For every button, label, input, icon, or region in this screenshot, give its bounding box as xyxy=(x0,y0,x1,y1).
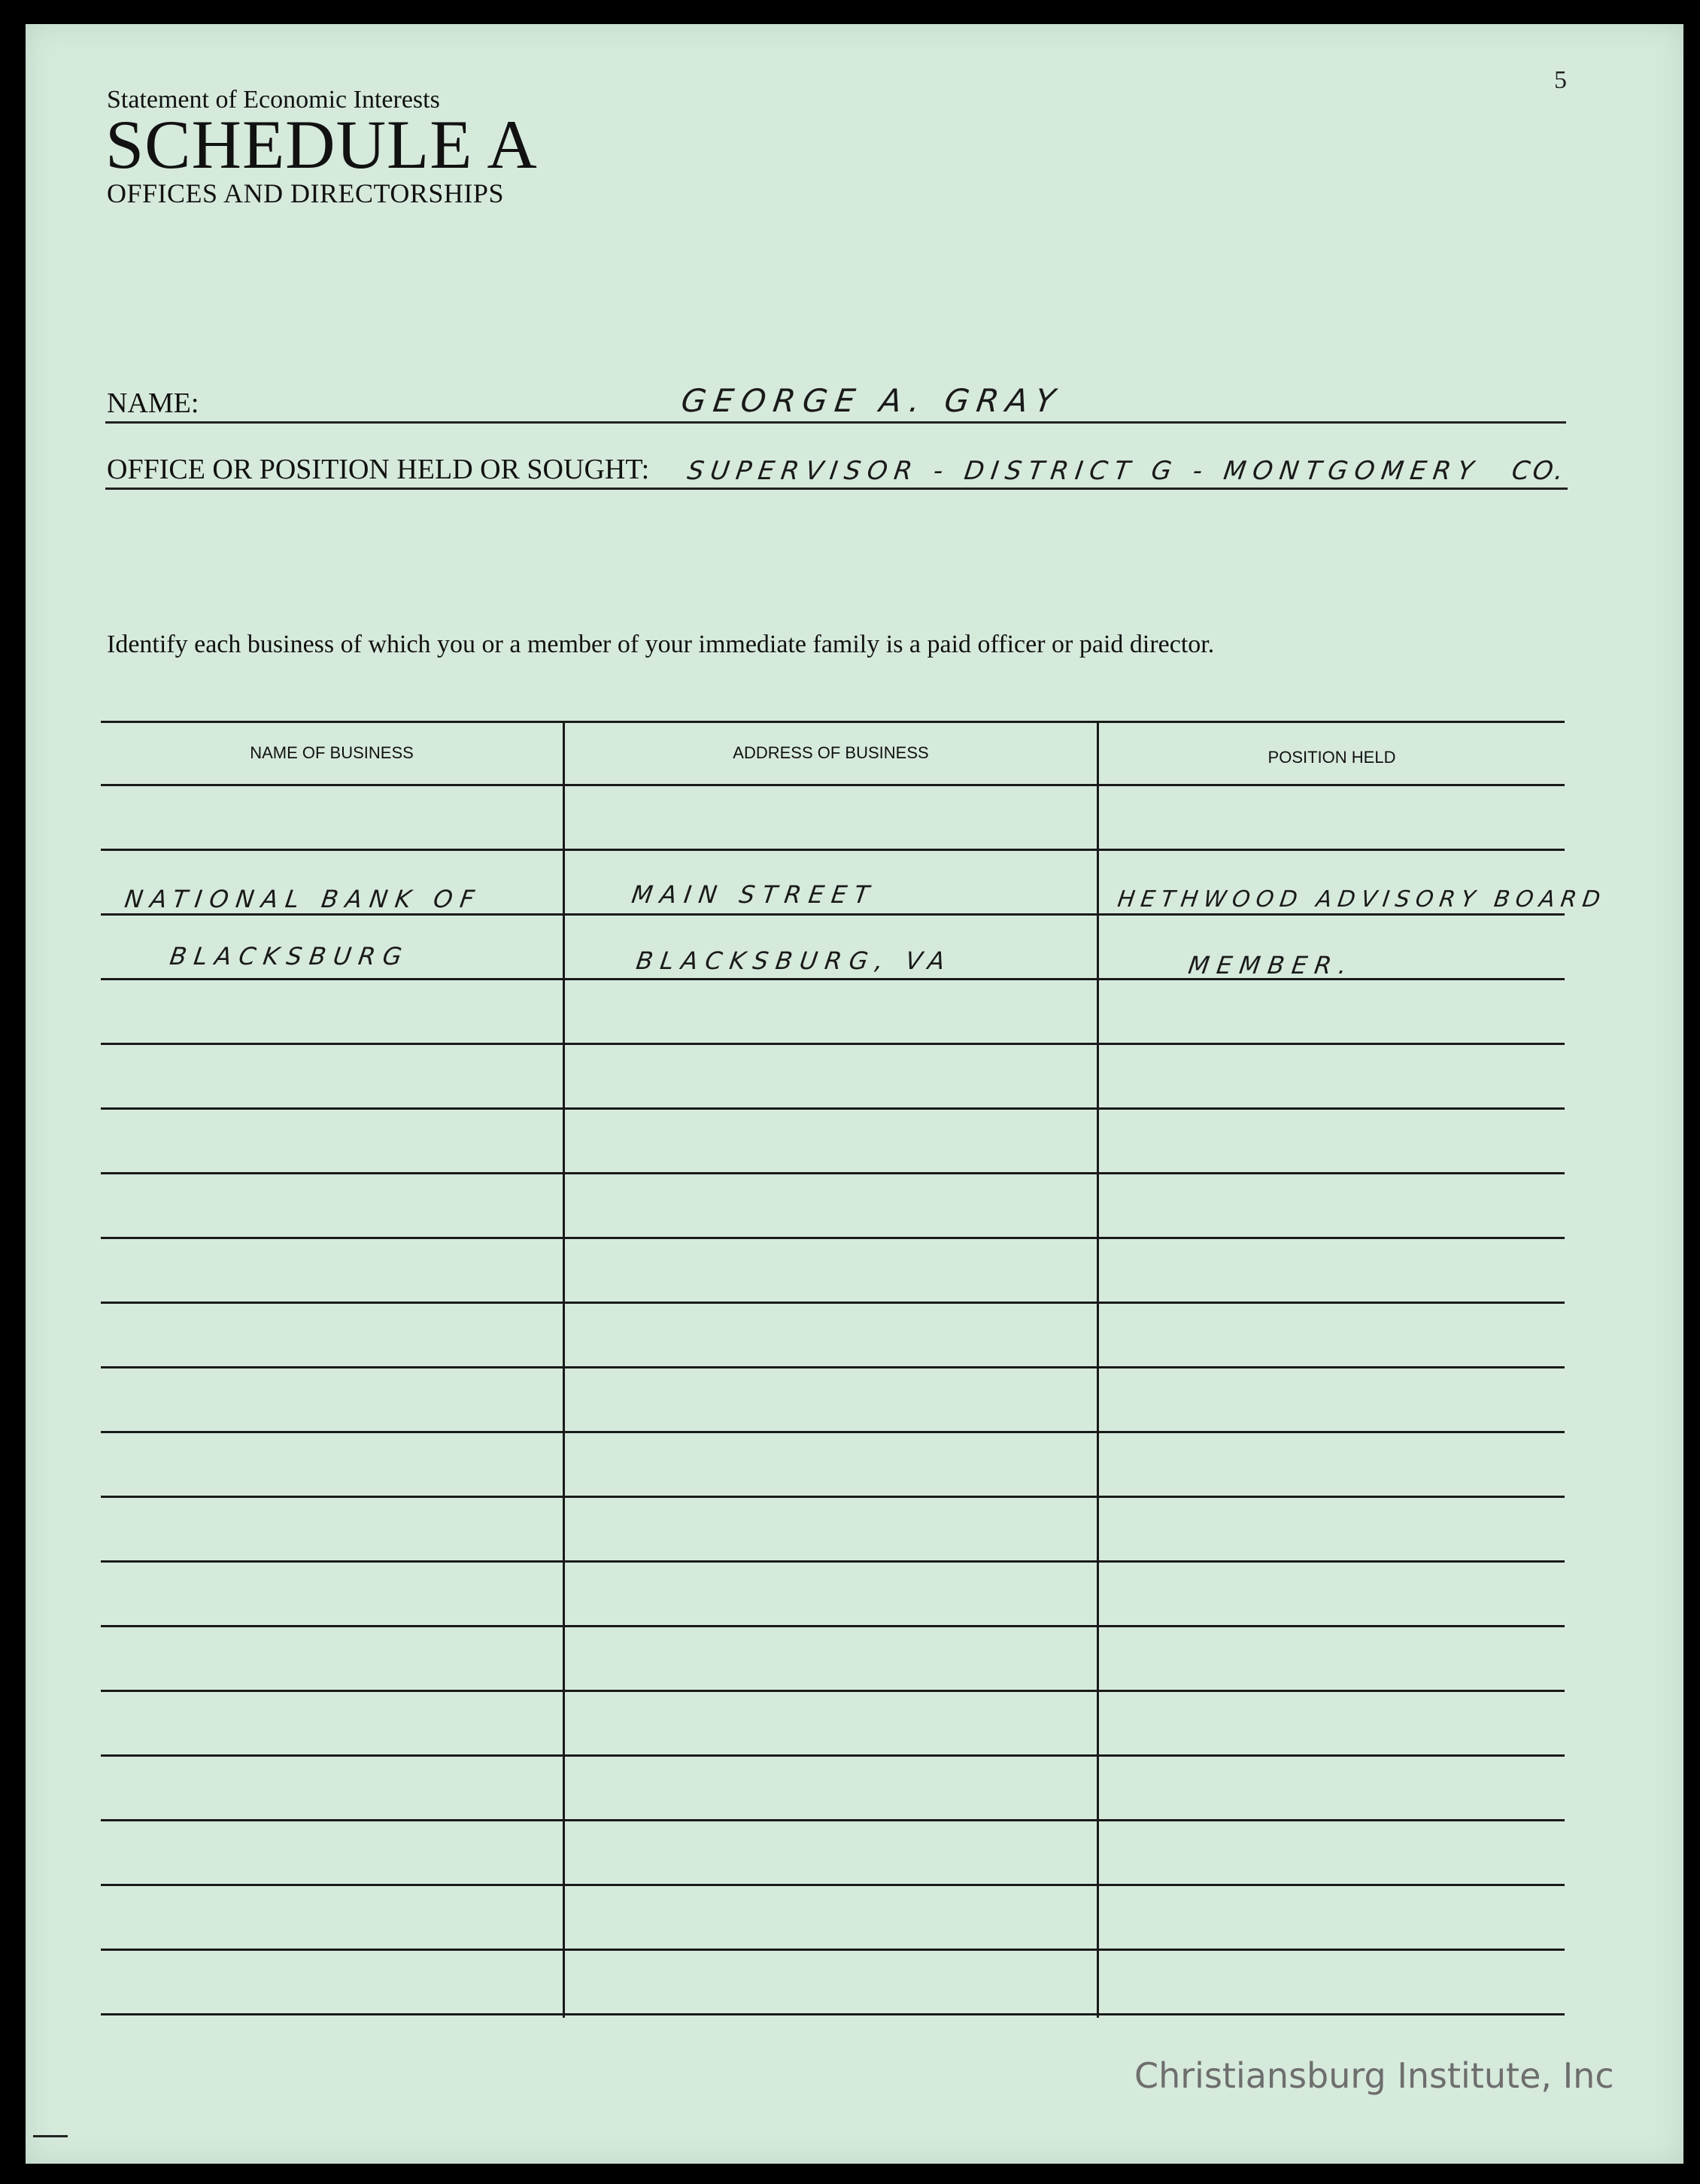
table-row-rule xyxy=(101,1172,1565,1174)
corner-mark xyxy=(33,2135,68,2137)
name-value: GEORGE A. GRAY xyxy=(678,382,1065,419)
table-row-rule xyxy=(101,1302,1565,1304)
office-value-county: CO. xyxy=(1510,456,1568,486)
instruction-text: Identify each business of which you or a member of your immediate family is a paid officer or paid director. xyxy=(107,630,1215,658)
table-row-rule xyxy=(101,1366,1565,1368)
page-number: 5 xyxy=(1554,66,1567,94)
table-row-rule xyxy=(101,1560,1565,1563)
entry-position-held-cont: MEMBER. xyxy=(1186,951,1356,980)
column-divider xyxy=(563,721,565,2018)
office-value: SUPERVISOR - DISTRICT G - MONTGOMERY xyxy=(685,456,1483,486)
table-row-rule xyxy=(101,1884,1565,1886)
schedule-subtitle: OFFICES AND DIRECTORSHIPS xyxy=(107,178,504,208)
table-row-rule xyxy=(101,784,1565,786)
column-header-address: ADDRESS OF BUSINESS xyxy=(733,743,929,762)
entry-business-name: NATIONAL BANK OF xyxy=(123,885,484,913)
table-top-rule xyxy=(101,721,1565,723)
entry-business-address: MAIN STREET xyxy=(630,880,879,909)
entry-business-name-cont: BLACKSBURG xyxy=(168,942,411,970)
schedule-title: SCHEDULE A xyxy=(105,106,538,183)
entry-position-held: HETHWOOD ADVISORY BOARD xyxy=(1116,886,1608,913)
table-row-rule xyxy=(101,1625,1565,1627)
watermark: Christiansburg Institute, Inc xyxy=(1134,2055,1614,2096)
table-row-rule xyxy=(101,1043,1565,1045)
table-row-rule xyxy=(101,1107,1565,1110)
office-underline xyxy=(105,488,1568,490)
table-bottom-rule xyxy=(101,2013,1565,2015)
table-row-rule xyxy=(101,1237,1565,1239)
column-header-name: NAME OF BUSINESS xyxy=(250,743,414,762)
table-row-rule xyxy=(101,1819,1565,1821)
entry-business-address-cont: BLACKSBURG, VA xyxy=(634,946,955,975)
table-row-rule xyxy=(101,913,1565,916)
table-row-rule xyxy=(101,1496,1565,1498)
column-header-position: POSITION HELD xyxy=(1267,748,1396,767)
office-label: OFFICE OR POSITION HELD OR SOUGHT: xyxy=(107,454,650,485)
table-row-rule xyxy=(101,1431,1565,1433)
table-row-rule xyxy=(101,1690,1565,1692)
name-underline xyxy=(105,421,1566,424)
name-label: NAME: xyxy=(107,387,199,419)
table-row-rule xyxy=(101,849,1565,851)
businesses-table xyxy=(101,721,1608,2018)
table-row-rule xyxy=(101,1754,1565,1757)
table-row-rule xyxy=(101,1949,1565,1951)
form-statement-title: Statement of Economic Interests xyxy=(107,86,440,114)
column-divider xyxy=(1097,721,1099,2018)
